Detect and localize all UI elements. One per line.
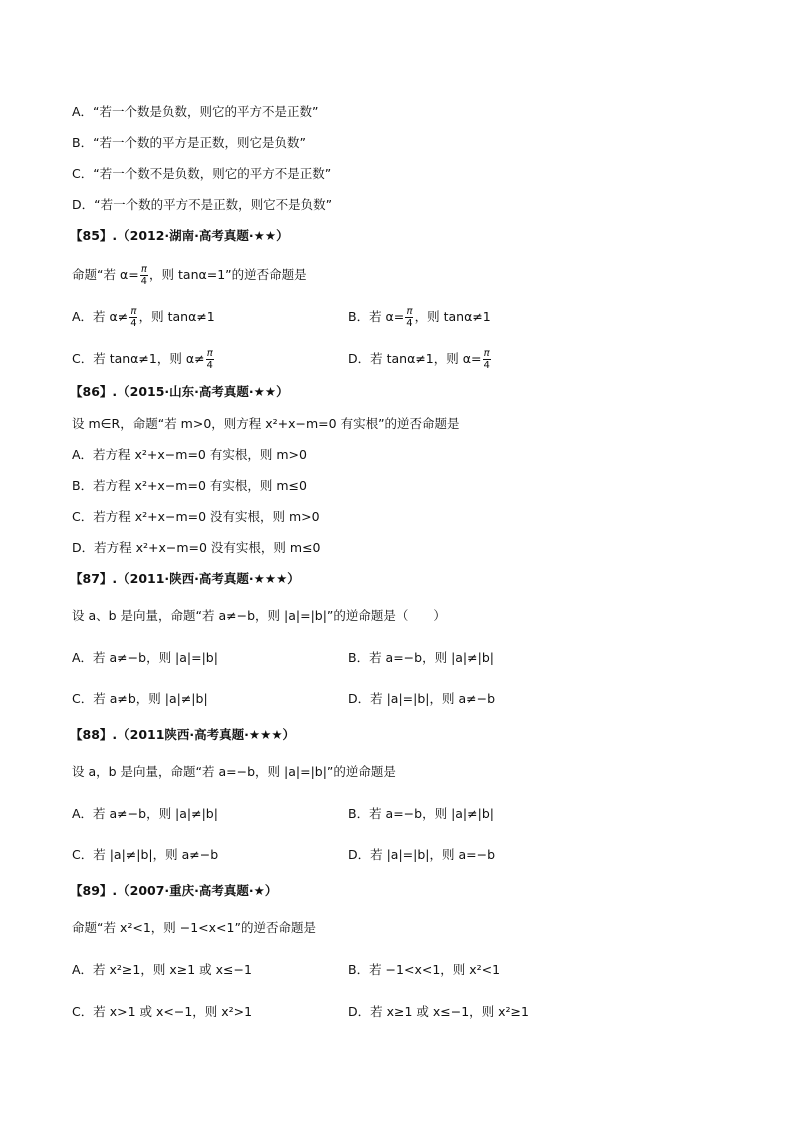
q85-option-d: D．若 tanα≠1，则 α= $\frac{\pi}{4}$ bbox=[348, 348, 490, 371]
q86-option-a: A．若方程 x²+x−m=0 有实根，则 m>0 bbox=[72, 447, 307, 462]
q84-option-a: A．“若一个数是负数，则它的平方不是正数” bbox=[72, 104, 319, 119]
q87-option-b: B．若 a=−b，则 |a|≠|b| bbox=[348, 650, 494, 665]
q88-option-a: A．若 a≠−b，则 |a|≠|b| bbox=[72, 806, 218, 821]
q86-header: 【86】.（2015·山东·高考真题·★★） bbox=[70, 384, 289, 399]
q88-header: 【88】.（2011陕西·高考真题·★★★） bbox=[70, 727, 296, 742]
q85-option-b: B．若 α= $\frac{\pi}{4}$ ，则 tanα≠1 bbox=[348, 306, 491, 329]
q86-option-c: C．若方程 x²+x−m=0 没有实根，则 m>0 bbox=[72, 509, 320, 524]
q86-option-b: B．若方程 x²+x−m=0 有实根，则 m≤0 bbox=[72, 478, 307, 493]
q87-stem: 设 a、b 是向量，命题“若 a≠−b，则 |a|=|b|”的逆命题是（ ） bbox=[72, 608, 446, 623]
q88-option-c: C．若 |a|≠|b|，则 a≠−b bbox=[72, 847, 219, 862]
q85-option-a: A．若 α≠ $\frac{\pi}{4}$ ，则 tanα≠1 bbox=[72, 306, 215, 329]
q84-option-d: D．“若一个数的平方不是正数，则它不是负数” bbox=[72, 197, 333, 212]
q89-option-c: C．若 x>1 或 x<−1，则 x²>1 bbox=[72, 1004, 253, 1019]
q89-header: 【89】.（2007·重庆·高考真题·★） bbox=[70, 883, 278, 898]
q86-option-d: D．若方程 x²+x−m=0 没有实根，则 m≤0 bbox=[72, 540, 321, 555]
q85-stem: 命题“若 α= $\frac{\pi}{4}$ ，则 tanα=1”的逆否命题是 bbox=[72, 264, 307, 287]
q84-option-c: C．“若一个数不是负数，则它的平方不是正数” bbox=[72, 166, 332, 181]
q87-header: 【87】.（2011·陕西·高考真题·★★★） bbox=[70, 571, 300, 586]
q86-stem: 设 m∈R，命题“若 m>0，则方程 x²+x−m=0 有实根”的逆否命题是 bbox=[72, 416, 460, 431]
q89-option-a: A．若 x²≥1，则 x≥1 或 x≤−1 bbox=[72, 962, 252, 977]
q89-stem: 命题“若 x²<1，则 −1<x<1”的逆否命题是 bbox=[72, 920, 316, 935]
q87-option-a: A．若 a≠−b，则 |a|=|b| bbox=[72, 650, 218, 665]
q89-option-d: D．若 x≥1 或 x≤−1，则 x²≥1 bbox=[348, 1004, 529, 1019]
q88-stem: 设 a，b 是向量，命题“若 a=−b，则 |a|=|b|”的逆命题是 bbox=[72, 764, 396, 779]
q85-header: 【85】.（2012·湖南·高考真题·★★） bbox=[70, 228, 289, 243]
q88-option-d: D．若 |a|=|b|，则 a=−b bbox=[348, 847, 496, 862]
q87-option-c: C．若 a≠b，则 |a|≠|b| bbox=[72, 691, 208, 706]
q89-option-b: B．若 −1<x<1，则 x²<1 bbox=[348, 962, 501, 977]
q85-option-c: C．若 tanα≠1，则 α≠ $\frac{\pi}{4}$ bbox=[72, 348, 213, 371]
q84-option-b: B．“若一个数的平方是正数，则它是负数” bbox=[72, 135, 307, 150]
q87-option-d: D．若 |a|=|b|，则 a≠−b bbox=[348, 691, 496, 706]
q88-option-b: B．若 a=−b，则 |a|≠|b| bbox=[348, 806, 494, 821]
